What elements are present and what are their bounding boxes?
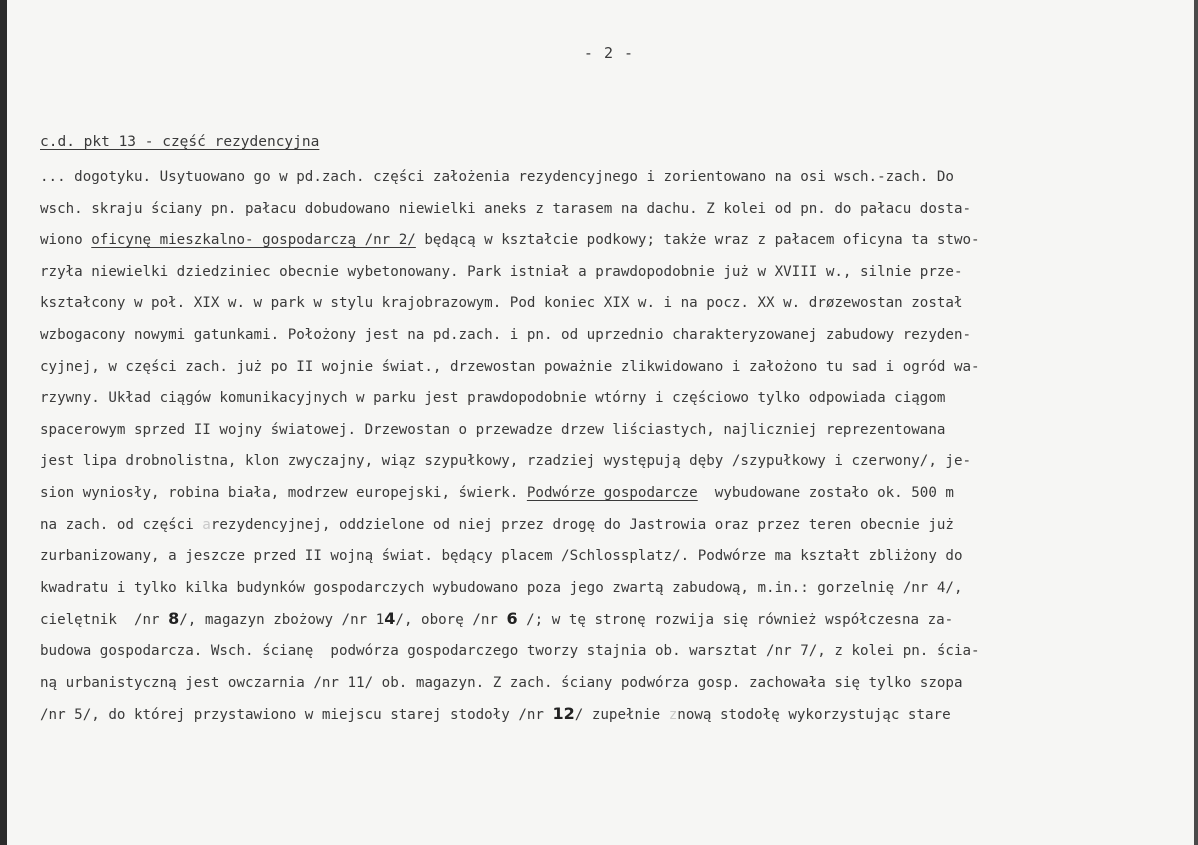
text-span: / zupełnie [574,707,669,724]
text-line [40,703,1180,735]
text-span: na zach. od części [40,516,203,533]
section-heading: c.d. pkt 13 - część rezydencyjna [40,134,320,150]
text-line [40,672,1180,704]
underlined-term-podworze: Podwórze gospodarcze [526,484,698,501]
text-span: /, magazyn zbożowy /nr 1 [179,612,385,629]
struck-character: a [202,516,211,533]
handwritten-number: 6 [506,609,518,629]
text-line [40,450,1180,482]
text-line [40,640,1180,672]
text-span: wiono [40,232,92,249]
text-span: kształcony w poł. XIX w. w park w stylu krajobrazowym. Pod koniec XIX w. i na pocz. XX w. drøzewostan został [40,295,963,312]
body-text [40,166,1180,735]
text-span: nową stodołę wykorzystując stare [677,707,951,724]
text-span: /, oborę /nr [395,612,507,629]
struck-character: z [668,707,678,724]
text-span: cyjnej, w części zach. już po II wojnie świat., drzewostan poważnie zlikwidowano i założono tu sad i ogród wa- [40,358,980,375]
text-span: ną urbanistyczną jest owczarnia /nr 11/ ob. magazyn. Z zach. ściany podwórza gosp. zachowała się tylko szopa [40,674,963,691]
page-number: - 2 - [583,44,635,62]
text-span: spacerowym sprzed II wojny światowej. Drzewostan o przewadze drzew liściastych, najliczniej reprezentowana [40,421,946,438]
text-line [40,545,1180,577]
text-span: rzyła niewielki dziedziniec obecnie wybetonowany. Park istniał a prawdopodobnie już w XVIII w., silnie prze- [40,263,963,280]
text-line [40,261,1180,293]
text-line [40,482,1180,514]
text-span: /nr 5/, do której przystawiono w miejscu starej stodoły /nr [40,707,553,724]
text-span: rezydencyjnej, oddzielone od niej przez drogę do Jastrowia oraz przez teren obecnie już [210,516,954,533]
text-span: będącą w kształcie podkowy; także wraz z pałacem oficyna ta stwo- [415,232,980,249]
handwritten-number: 8 [168,609,180,629]
text-span: wsch. skraju ściany pn. pałacu dobudowano niewielki aneks z tarasem na dachu. Z kolei od pn. do pałacu dosta- [40,200,972,217]
text-span: jest lipa drobnolistna, klon zwyczajny, wiąz szypułkowy, rzadziej występują dęby /szypułkowy i czerwony/, je- [40,453,972,470]
text-line [40,419,1180,451]
text-span: wzbogacony nowymi gatunkami. Położony jest na pd.zach. i pn. od uprzednio charakteryzowanej zabudowy rezyden- [40,326,972,343]
text-span: ... dogotyku. Usytuowano go w pd.zach. części założenia rezydencyjnego i zorientowano na osi wsch.-zach. Do [40,169,954,185]
text-line [40,324,1180,356]
text-line [40,229,1180,261]
scan-edge-left [0,0,7,845]
text-line [40,166,1180,198]
scan-edge-right [1194,0,1198,845]
text-span: kwadratu i tylko kilka budynków gospodarczych wybudowano poza jego zwartą zabudową, m.in.: gorzelnię /nr 4/, [40,579,963,596]
text-span: sion wyniosły, robina biała, modrzew europejski, świerk. [40,484,527,501]
text-span: wybudowane zostało ok. 500 m [697,484,954,501]
text-line [40,198,1180,230]
handwritten-number: 4 [384,609,396,629]
underlined-term-oficyna: oficynę mieszkalno- gospodarczą /nr 2/ [91,232,416,249]
text-span: rzywny. Układ ciągów komunikacyjnych w parku jest prawdopodobnie wtórny i częściowo tylko odpowiada ciągom [40,390,946,407]
text-line [40,387,1180,419]
text-line [40,356,1180,388]
text-line [40,608,1180,640]
text-span: cielętnik /nr [40,612,169,629]
text-span: /; w tę stronę rozwija się również współczesna za- [517,612,954,629]
handwritten-number: 12 [552,704,575,724]
text-line [40,292,1180,324]
text-span: budowa gospodarcza. Wsch. ścianę podwórza gospodarczego tworzy stajnia ob. warsztat /nr 7/, z kolei pn. ścia- [40,642,980,659]
text-line [40,577,1180,609]
text-span: zurbanizowany, a jeszcze przed II wojną świat. będący placem /Schlossplatz/. Podwórze ma kształt zbliżony do [40,548,963,565]
text-line [40,514,1180,546]
